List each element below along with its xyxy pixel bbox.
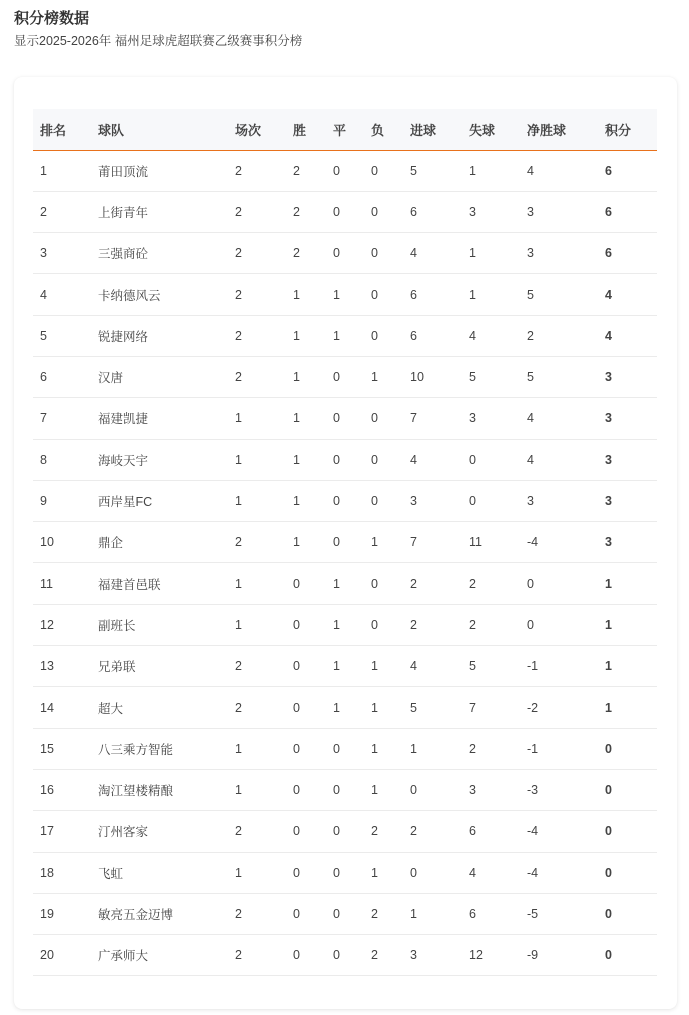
rank-cell: 10 <box>33 522 91 563</box>
goal-difference-cell: 4 <box>520 150 598 191</box>
points-cell: 4 <box>598 315 657 356</box>
draws-cell: 0 <box>326 439 364 480</box>
rank-cell: 6 <box>33 356 91 397</box>
points-cell: 6 <box>598 191 657 232</box>
draws-cell: 1 <box>326 646 364 687</box>
goal-difference-cell: -1 <box>520 646 598 687</box>
team-name-cell: 汉唐 <box>91 356 228 397</box>
table-row[interactable] <box>33 398 657 439</box>
points-cell: 0 <box>598 893 657 934</box>
table-row[interactable] <box>33 233 657 274</box>
column-header-team[interactable]: 球队 <box>91 109 228 150</box>
rank-cell: 12 <box>33 604 91 645</box>
losses-cell: 2 <box>364 935 403 976</box>
wins-cell: 0 <box>286 687 326 728</box>
goal-difference-cell: 3 <box>520 480 598 521</box>
goal-difference-cell: -4 <box>520 811 598 852</box>
losses-cell: 2 <box>364 893 403 934</box>
goals-for-cell: 7 <box>403 398 462 439</box>
table-row[interactable] <box>33 728 657 769</box>
wins-cell: 1 <box>286 315 326 356</box>
rank-cell: 7 <box>33 398 91 439</box>
wins-cell: 0 <box>286 728 326 769</box>
points-cell: 3 <box>598 522 657 563</box>
losses-cell: 1 <box>364 646 403 687</box>
goal-difference-cell: 3 <box>520 191 598 232</box>
played-cell: 2 <box>228 687 286 728</box>
wins-cell: 1 <box>286 480 326 521</box>
goals-against-cell: 0 <box>462 439 520 480</box>
goals-against-cell: 2 <box>462 604 520 645</box>
column-header-goals-for[interactable]: 进球 <box>403 109 462 150</box>
table-row[interactable] <box>33 935 657 976</box>
goals-for-cell: 4 <box>403 646 462 687</box>
draws-cell: 0 <box>326 852 364 893</box>
rank-cell: 2 <box>33 191 91 232</box>
table-row[interactable] <box>33 522 657 563</box>
rank-cell: 4 <box>33 274 91 315</box>
goals-for-cell: 1 <box>403 893 462 934</box>
team-name-cell: 莆田顶流 <box>91 150 228 191</box>
played-cell: 1 <box>228 604 286 645</box>
wins-cell: 0 <box>286 935 326 976</box>
goals-against-cell: 2 <box>462 728 520 769</box>
page-subtitle: 显示2025-2026年 福州足球虎超联赛乙级赛事积分榜 <box>14 34 303 48</box>
goal-difference-cell: 0 <box>520 604 598 645</box>
goals-for-cell: 5 <box>403 150 462 191</box>
goals-against-cell: 3 <box>462 769 520 810</box>
table-row[interactable] <box>33 604 657 645</box>
points-cell: 4 <box>598 274 657 315</box>
rank-cell: 15 <box>33 728 91 769</box>
team-name-cell: 福建凯捷 <box>91 398 228 439</box>
goals-for-cell: 3 <box>403 480 462 521</box>
points-cell: 0 <box>598 769 657 810</box>
draws-cell: 0 <box>326 191 364 232</box>
goals-against-cell: 6 <box>462 893 520 934</box>
wins-cell: 1 <box>286 522 326 563</box>
table-row[interactable] <box>33 439 657 480</box>
draws-cell: 1 <box>326 563 364 604</box>
goal-difference-cell: -9 <box>520 935 598 976</box>
draws-cell: 1 <box>326 687 364 728</box>
team-name-cell: 飞虹 <box>91 852 228 893</box>
wins-cell: 0 <box>286 893 326 934</box>
rank-cell: 11 <box>33 563 91 604</box>
played-cell: 2 <box>228 935 286 976</box>
page-title: 积分榜数据 <box>14 10 90 27</box>
points-cell: 1 <box>598 563 657 604</box>
table-row[interactable] <box>33 769 657 810</box>
goal-difference-cell: 2 <box>520 315 598 356</box>
draws-cell: 0 <box>326 769 364 810</box>
table-row[interactable] <box>33 893 657 934</box>
table-row[interactable] <box>33 811 657 852</box>
goals-against-cell: 1 <box>462 150 520 191</box>
table-row[interactable] <box>33 191 657 232</box>
goals-for-cell: 5 <box>403 687 462 728</box>
played-cell: 1 <box>228 769 286 810</box>
losses-cell: 1 <box>364 728 403 769</box>
goals-against-cell: 12 <box>462 935 520 976</box>
goal-difference-cell: -2 <box>520 687 598 728</box>
draws-cell: 0 <box>326 480 364 521</box>
losses-cell: 0 <box>364 315 403 356</box>
goals-against-cell: 0 <box>462 480 520 521</box>
wins-cell: 2 <box>286 233 326 274</box>
draws-cell: 1 <box>326 315 364 356</box>
column-header-losses[interactable]: 负 <box>364 109 403 150</box>
losses-cell: 0 <box>364 480 403 521</box>
losses-cell: 0 <box>364 150 403 191</box>
played-cell: 2 <box>228 811 286 852</box>
played-cell: 2 <box>228 150 286 191</box>
table-row[interactable] <box>33 315 657 356</box>
rank-cell: 17 <box>33 811 91 852</box>
losses-cell: 1 <box>364 687 403 728</box>
team-name-cell: 锐捷网络 <box>91 315 228 356</box>
rank-cell: 18 <box>33 852 91 893</box>
played-cell: 2 <box>228 315 286 356</box>
losses-cell: 1 <box>364 522 403 563</box>
draws-cell: 0 <box>326 150 364 191</box>
goals-against-cell: 2 <box>462 563 520 604</box>
losses-cell: 0 <box>364 233 403 274</box>
losses-cell: 0 <box>364 191 403 232</box>
team-name-cell: 汀州客家 <box>91 811 228 852</box>
team-name-cell: 鼎企 <box>91 522 228 563</box>
goals-for-cell: 10 <box>403 356 462 397</box>
losses-cell: 2 <box>364 811 403 852</box>
rank-cell: 5 <box>33 315 91 356</box>
column-header-goal-difference[interactable]: 净胜球 <box>520 109 598 150</box>
played-cell: 2 <box>228 356 286 397</box>
goals-against-cell: 1 <box>462 233 520 274</box>
goals-against-cell: 11 <box>462 522 520 563</box>
wins-cell: 0 <box>286 563 326 604</box>
draws-cell: 0 <box>326 728 364 769</box>
played-cell: 1 <box>228 480 286 521</box>
goal-difference-cell: 4 <box>520 439 598 480</box>
played-cell: 1 <box>228 563 286 604</box>
team-name-cell: 广承师大 <box>91 935 228 976</box>
points-cell: 6 <box>598 150 657 191</box>
goal-difference-cell: -1 <box>520 728 598 769</box>
team-name-cell: 上街青年 <box>91 191 228 232</box>
wins-cell: 2 <box>286 150 326 191</box>
goals-against-cell: 4 <box>462 852 520 893</box>
played-cell: 2 <box>228 522 286 563</box>
table-row[interactable] <box>33 356 657 397</box>
goals-against-cell: 1 <box>462 274 520 315</box>
wins-cell: 0 <box>286 604 326 645</box>
goals-for-cell: 2 <box>403 811 462 852</box>
column-header-wins[interactable]: 胜 <box>286 109 326 150</box>
table-row[interactable] <box>33 150 657 191</box>
standings-table <box>33 109 657 976</box>
goal-difference-cell: 5 <box>520 274 598 315</box>
rank-cell: 9 <box>33 480 91 521</box>
team-name-cell: 福建首邑联 <box>91 563 228 604</box>
goals-for-cell: 0 <box>403 852 462 893</box>
points-cell: 3 <box>598 398 657 439</box>
standings-card <box>14 77 677 1009</box>
points-cell: 3 <box>598 356 657 397</box>
points-cell: 0 <box>598 811 657 852</box>
points-cell: 3 <box>598 480 657 521</box>
goal-difference-cell: -4 <box>520 852 598 893</box>
column-header-played[interactable]: 场次 <box>228 109 286 150</box>
team-name-cell: 西岸星FC <box>91 480 228 521</box>
rank-cell: 1 <box>33 150 91 191</box>
wins-cell: 2 <box>286 191 326 232</box>
wins-cell: 0 <box>286 769 326 810</box>
points-cell: 1 <box>598 646 657 687</box>
goal-difference-cell: -5 <box>520 893 598 934</box>
played-cell: 1 <box>228 728 286 769</box>
goal-difference-cell: 0 <box>520 563 598 604</box>
table-body <box>33 150 657 976</box>
wins-cell: 0 <box>286 646 326 687</box>
losses-cell: 1 <box>364 852 403 893</box>
wins-cell: 0 <box>286 811 326 852</box>
goal-difference-cell: 5 <box>520 356 598 397</box>
wins-cell: 1 <box>286 356 326 397</box>
team-name-cell: 八三乘方智能 <box>91 728 228 769</box>
goals-for-cell: 2 <box>403 563 462 604</box>
team-name-cell: 淘江望楼精酿 <box>91 769 228 810</box>
played-cell: 1 <box>228 439 286 480</box>
wins-cell: 1 <box>286 398 326 439</box>
played-cell: 2 <box>228 191 286 232</box>
rank-cell: 8 <box>33 439 91 480</box>
draws-cell: 0 <box>326 893 364 934</box>
points-cell: 3 <box>598 439 657 480</box>
team-name-cell: 三强商砼 <box>91 233 228 274</box>
losses-cell: 0 <box>364 604 403 645</box>
column-header-points[interactable]: 积分 <box>598 109 657 150</box>
draws-cell: 0 <box>326 398 364 439</box>
goals-against-cell: 3 <box>462 398 520 439</box>
column-header-rank[interactable]: 排名 <box>33 109 91 150</box>
rank-cell: 16 <box>33 769 91 810</box>
goal-difference-cell: -3 <box>520 769 598 810</box>
table-row[interactable] <box>33 687 657 728</box>
goals-against-cell: 5 <box>462 646 520 687</box>
goals-for-cell: 4 <box>403 439 462 480</box>
points-cell: 6 <box>598 233 657 274</box>
goals-for-cell: 6 <box>403 191 462 232</box>
losses-cell: 1 <box>364 769 403 810</box>
goals-against-cell: 5 <box>462 356 520 397</box>
losses-cell: 0 <box>364 398 403 439</box>
rank-cell: 3 <box>33 233 91 274</box>
goals-against-cell: 4 <box>462 315 520 356</box>
played-cell: 2 <box>228 233 286 274</box>
points-cell: 1 <box>598 604 657 645</box>
table-row[interactable] <box>33 646 657 687</box>
team-name-cell: 超大 <box>91 687 228 728</box>
rank-cell: 20 <box>33 935 91 976</box>
rank-cell: 19 <box>33 893 91 934</box>
wins-cell: 0 <box>286 852 326 893</box>
table-row[interactable] <box>33 852 657 893</box>
team-name-cell: 副班长 <box>91 604 228 645</box>
goals-against-cell: 7 <box>462 687 520 728</box>
goal-difference-cell: 4 <box>520 398 598 439</box>
played-cell: 2 <box>228 646 286 687</box>
played-cell: 2 <box>228 893 286 934</box>
goals-for-cell: 4 <box>403 233 462 274</box>
losses-cell: 0 <box>364 274 403 315</box>
goals-for-cell: 2 <box>403 604 462 645</box>
team-name-cell: 卡纳德风云 <box>91 274 228 315</box>
goals-for-cell: 7 <box>403 522 462 563</box>
goals-for-cell: 3 <box>403 935 462 976</box>
draws-cell: 0 <box>326 935 364 976</box>
points-cell: 0 <box>598 728 657 769</box>
table-header-row <box>33 109 657 150</box>
table-row[interactable] <box>33 274 657 315</box>
team-name-cell: 兄弟联 <box>91 646 228 687</box>
column-header-goals-against[interactable]: 失球 <box>462 109 520 150</box>
draws-cell: 1 <box>326 604 364 645</box>
goals-for-cell: 1 <box>403 728 462 769</box>
losses-cell: 1 <box>364 356 403 397</box>
rank-cell: 13 <box>33 646 91 687</box>
draws-cell: 0 <box>326 356 364 397</box>
points-cell: 0 <box>598 935 657 976</box>
goal-difference-cell: 3 <box>520 233 598 274</box>
goal-difference-cell: -4 <box>520 522 598 563</box>
team-name-cell: 海岐天宇 <box>91 439 228 480</box>
draws-cell: 1 <box>326 274 364 315</box>
wins-cell: 1 <box>286 274 326 315</box>
draws-cell: 0 <box>326 522 364 563</box>
draws-cell: 0 <box>326 233 364 274</box>
points-cell: 1 <box>598 687 657 728</box>
goals-for-cell: 6 <box>403 315 462 356</box>
played-cell: 1 <box>228 852 286 893</box>
table-row[interactable] <box>33 563 657 604</box>
table-row[interactable] <box>33 480 657 521</box>
goals-for-cell: 6 <box>403 274 462 315</box>
goals-against-cell: 6 <box>462 811 520 852</box>
losses-cell: 0 <box>364 563 403 604</box>
draws-cell: 0 <box>326 811 364 852</box>
goals-against-cell: 3 <box>462 191 520 232</box>
rank-cell: 14 <box>33 687 91 728</box>
losses-cell: 0 <box>364 439 403 480</box>
points-cell: 0 <box>598 852 657 893</box>
column-header-draws[interactable]: 平 <box>326 109 364 150</box>
team-name-cell: 敏亮五金迈博 <box>91 893 228 934</box>
wins-cell: 1 <box>286 439 326 480</box>
played-cell: 2 <box>228 274 286 315</box>
goals-for-cell: 0 <box>403 769 462 810</box>
played-cell: 1 <box>228 398 286 439</box>
